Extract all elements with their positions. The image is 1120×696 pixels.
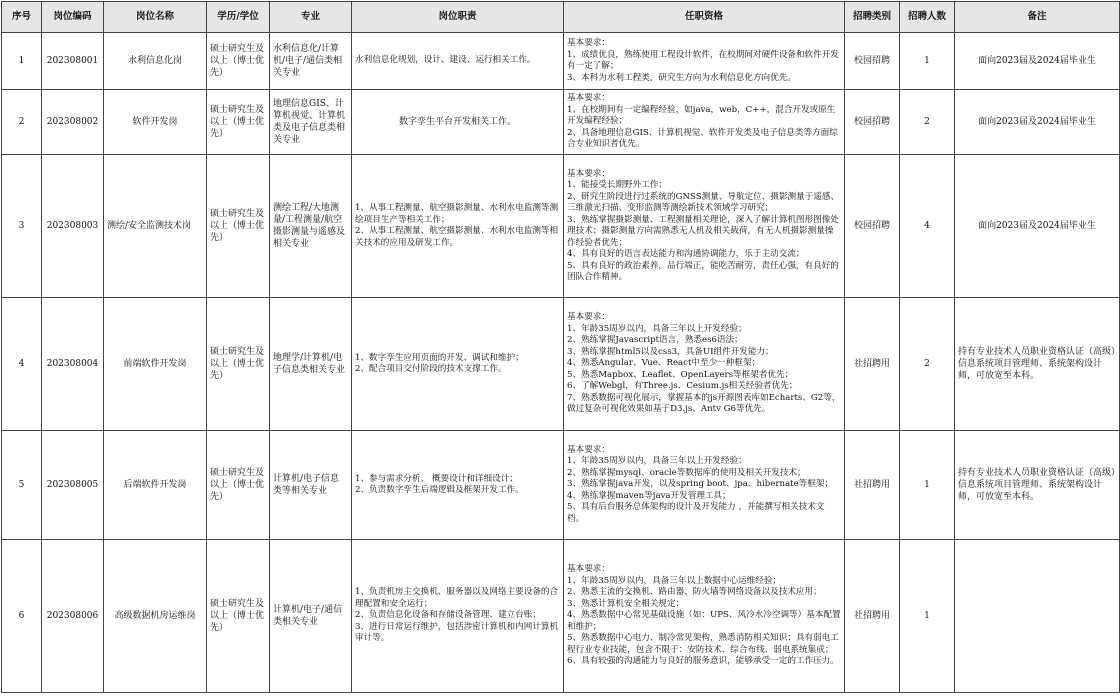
cell-duty: 数字孪生平台开发相关工作。 <box>352 90 564 155</box>
cell-name: 测绘/安全监测技术岗 <box>104 155 207 298</box>
cell-category: 校园招聘 <box>845 155 900 298</box>
cell-name: 高级数据机房运维岗 <box>104 540 207 693</box>
cell-duty: 1、从事工程测量、航空摄影测量、水利水电监测等测绘项目生产等相关工作； 2、从事工程测量、航空摄影测量、水利水电监测等相关技术的应用及研发工作。 <box>352 155 564 298</box>
cell-name: 后端软件开发岗 <box>104 431 207 540</box>
cell-category: 社招聘用 <box>845 431 900 540</box>
table-row <box>2 540 1120 693</box>
cell-qualification: 基本要求： 1、年龄35周岁以内，具备三年以上开发经验； 2、熟练掌握mysql、oracle等数据库的使用及相关开发技术； 3、熟练掌握java开发，以及spring boot、jpa、hibernate等框架； 4、熟练掌握maven等java开发管理工具； 5、具有后台服务总体架构的设计及开发能力 ，并能撰写相关技术文档。 <box>564 431 845 540</box>
cell-degree: 硕士研究生及以上（博士优先） <box>207 155 270 298</box>
cell-count: 1 <box>900 431 955 540</box>
cell-count: 2 <box>900 298 955 431</box>
cell-major: 地理学/计算机/电子信息类相关专业 <box>270 298 352 431</box>
cell-degree: 硕士研究生及以上（博士优先） <box>207 90 270 155</box>
cell-no: 1 <box>2 33 42 90</box>
cell-major: 水利信息化/计算机/电子/通信类相关专业 <box>270 33 352 90</box>
header-no: 序号 <box>2 2 42 33</box>
cell-qualification: 基本要求： 1、能接受长期野外工作； 2、研究生阶段进行过系统的GNSS测量、导航定位、摄影测量于遥感、三维激光扫描、变形监测等测绘新技术领域学习研究； 3、熟练掌握摄影测量、工程测量相关理论，深入了解计算机图形图像处理技术；摄影测量方向需熟悉无人机及相关载荷，有无人机摄影测量操作经验者优先； 4、具有良好的语言表达能力和沟通协调能力，乐于主动交流； 5、具有良好的政治素养，品行端正，能吃苦耐劳，责任心强，有良好的团队合作精神。 <box>564 155 845 298</box>
table-row <box>2 90 1120 155</box>
cell-name: 水利信息化岗 <box>104 33 207 90</box>
cell-code: 202308004 <box>42 298 104 431</box>
header-category: 招聘类别 <box>845 2 900 33</box>
table-row <box>2 155 1120 298</box>
header-count: 招聘人数 <box>900 2 955 33</box>
cell-degree: 硕士研究生及以上（博士优先） <box>207 33 270 90</box>
cell-qualification: 基本要求： 1、年龄35周岁以内，具备三年以上开发经验； 2、熟练掌握Javascript语言，熟悉es6语法； 3、熟练掌握html5以及css3，具备UI组件开发能力； 4、熟悉Angular、Vue、React中至少一种框架； 5、熟悉Mapbox、Leaflet、OpenLayers等框架者优先； 6、了解Webgl，有Three.js、Cesium.js相关经验者优先； 7、熟悉数据可视化展示，掌握基本的js开源图表库如Echarts、G2等，做过复杂可视化效果如基于D3.js、Antv G6等优先。 <box>564 298 845 431</box>
table-row <box>2 298 1120 431</box>
header-code: 岗位编码 <box>42 2 104 33</box>
cell-code: 202308003 <box>42 155 104 298</box>
cell-remark: 面向2023届及2024届毕业生 <box>955 90 1120 155</box>
cell-count: 2 <box>900 90 955 155</box>
table-row <box>2 431 1120 540</box>
header-qualification: 任职资格 <box>564 2 845 33</box>
cell-no: 5 <box>2 431 42 540</box>
cell-code: 202308002 <box>42 90 104 155</box>
header-name: 岗位名称 <box>104 2 207 33</box>
cell-duty: 水利信息化规划，设计、建设、运行相关工作。 <box>352 33 564 90</box>
cell-code: 202308006 <box>42 540 104 693</box>
cell-count: 1 <box>900 33 955 90</box>
cell-major: 地理信息GIS、计算机视觉、计算机类及电子信息类相关专业 <box>270 90 352 155</box>
cell-qualification: 基本要求： 1、成绩优良，熟练使用工程设计软件，在校期间对硬件设备和软件开发有一定了解； 3、本科为水利工程类，研究生方向为水利信息化方向优先。 <box>564 33 845 90</box>
cell-major: 测绘工程/大地测量/工程测量/航空摄影测量与遥感及相关专业 <box>270 155 352 298</box>
header-remark: 备注 <box>955 2 1120 33</box>
cell-major: 计算机/电子信息类等相关专业 <box>270 431 352 540</box>
cell-remark: 面向2023届及2024届毕业生 <box>955 155 1120 298</box>
cell-no: 4 <box>2 298 42 431</box>
cell-name: 前端软件开发岗 <box>104 298 207 431</box>
cell-count: 4 <box>900 155 955 298</box>
cell-duty: 1、数字孪生应用页面的开发、调试和维护； 2、配合项目交付阶段的技术支撑工作。 <box>352 298 564 431</box>
cell-category: 校园招聘 <box>845 33 900 90</box>
cell-remark <box>955 540 1120 693</box>
cell-qualification: 基本要求： 1、年龄35周岁以内，具备三年以上数据中心运维经验； 2、熟悉主流的交换机、路由器、防火墙等网络设备以及技术应用； 3、熟悉计算机安全相关规定； 4、熟悉数据中心常见基础设施（如：UPS、风冷水冷空调等）基本配置和维护； 5、熟悉数据中心电力、制冷常见架构，熟悉消防相关知识；具有弱电工程行业专业技能，包含不限于：安防技术、综合布线、弱电系统集成； 6、具有较强的沟通能力与良好的服务意识，能够承受一定的工作压力。 <box>564 540 845 693</box>
header-degree: 学历/学位 <box>207 2 270 33</box>
recruitment-table <box>1 1 1120 693</box>
cell-qualification: 基本要求： 1、在校期间有一定编程经验，如java，web，C++，混合开发或原生开发编程经验； 2、具备地理信息GIS、计算机视觉、软件开发类及电子信息类等方面综合专业知识者优先。 <box>564 90 845 155</box>
header-duty: 岗位职责 <box>352 2 564 33</box>
cell-name: 软件开发岗 <box>104 90 207 155</box>
cell-duty: 1、参与需求分析、 概要设计和详细设计； 2、负责数字孪生后端逻辑及框架开发工作。 <box>352 431 564 540</box>
cell-remark: 持有专业技术人员职业资格认证（高级）信息系统项目管理师、系统架构设计师，可放宽至本科。 <box>955 431 1120 540</box>
cell-count: 1 <box>900 540 955 693</box>
cell-no: 2 <box>2 90 42 155</box>
cell-code: 202308005 <box>42 431 104 540</box>
cell-category: 社招聘用 <box>845 298 900 431</box>
header-major: 专业 <box>270 2 352 33</box>
table-row <box>2 33 1120 90</box>
cell-duty: 1、负责机房主交换机、服务器以及网络主要设备的合理配置和安全运行； 2、负责信息化设备和存储设备管理、建立台账； 3、进行日常运行维护，包括涉密计算机和内网计算机审计等。 <box>352 540 564 693</box>
cell-remark: 持有专业技术人员职业资格认证（高级）信息系统项目管理师、系统架构设计师，可放宽至本科。 <box>955 298 1120 431</box>
cell-code: 202308001 <box>42 33 104 90</box>
cell-degree: 硕士研究生及以上（博士优先） <box>207 431 270 540</box>
cell-no: 6 <box>2 540 42 693</box>
cell-degree: 硕士研究生及以上（博士优先） <box>207 540 270 693</box>
cell-degree: 硕士研究生及以上（博士优先） <box>207 298 270 431</box>
table-header-row <box>2 2 1120 33</box>
cell-category: 社招聘用 <box>845 540 900 693</box>
cell-remark: 面向2023届及2024届毕业生 <box>955 33 1120 90</box>
cell-major: 计算机/电子/通信类相关专业 <box>270 540 352 693</box>
cell-no: 3 <box>2 155 42 298</box>
cell-category: 校园招聘 <box>845 90 900 155</box>
